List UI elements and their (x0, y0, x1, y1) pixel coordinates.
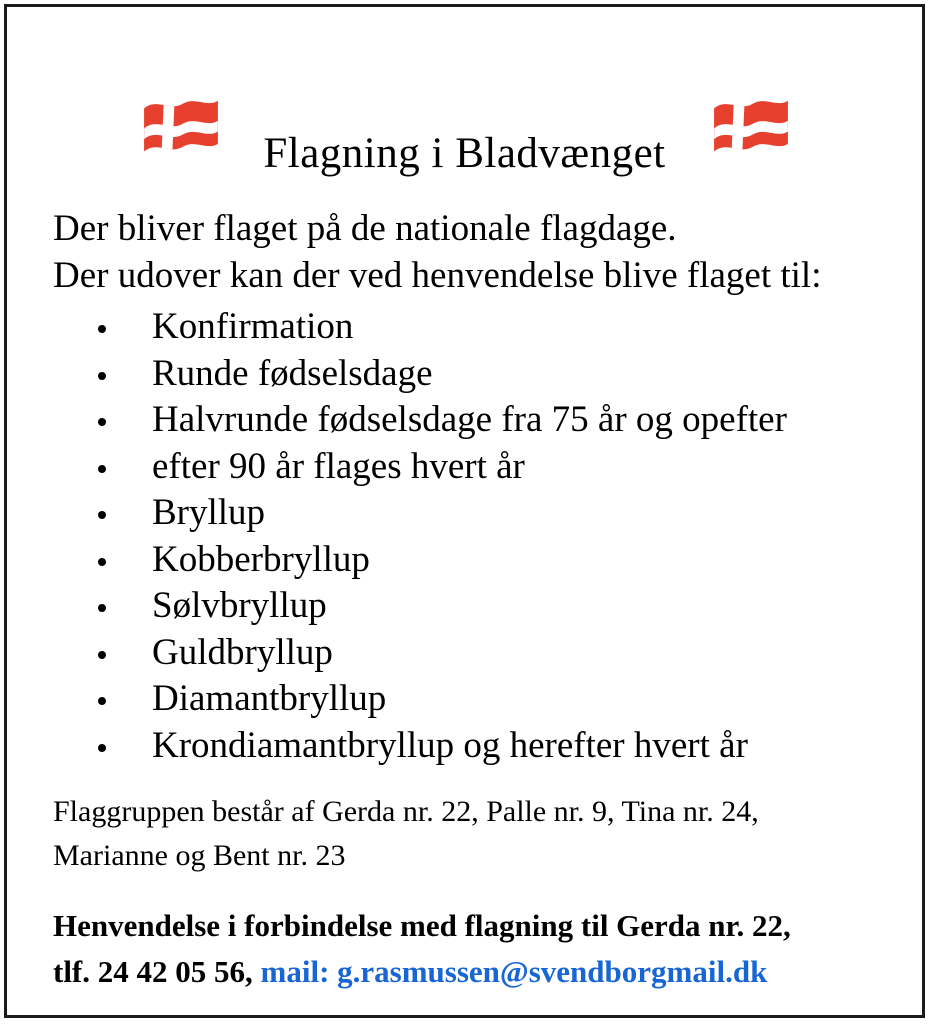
email-link[interactable]: mail: g.rasmussen@svendborgmail.dk (260, 954, 768, 989)
header (7, 7, 922, 185)
list-item: Krondiamantbryllup og herefter hvert år (53, 723, 922, 770)
flag-group-paragraph (53, 790, 922, 878)
intro-line-2: Der udover kan der ved henvendelse blive flaget til: (53, 255, 822, 296)
intro-line-1: Der bliver flaget på de nationale flagdage. (53, 208, 677, 249)
contact-line-1: Henvendelse i forbindelse med flagning til Gerda nr. 22, (53, 908, 791, 943)
contact-paragraph (53, 903, 922, 995)
list-item: Konfirmation (53, 304, 922, 351)
flag-group-line-1: Flaggruppen består af Gerda nr. 22, Palle nr. 9, Tina nr. 24, (53, 795, 759, 828)
danish-flag-icon (711, 85, 791, 175)
page-title: Flagning i Bladvænget (263, 130, 666, 177)
list-item: Kobberbryllup (53, 537, 922, 584)
contact-phone: tlf. 24 42 05 56, (53, 954, 253, 989)
list-item: Guldbryllup (53, 630, 922, 677)
list-item: Diamantbryllup (53, 676, 922, 723)
page-border-frame (4, 4, 925, 1018)
list-item: Halvrunde fødselsdage fra 75 år og opefter (53, 397, 922, 444)
intro-paragraph (53, 205, 922, 299)
occasion-list (53, 304, 922, 769)
list-item: efter 90 år flages hvert år (53, 444, 922, 491)
list-item: Bryllup (53, 490, 922, 537)
flag-group-line-2: Marianne og Bent nr. 23 (53, 839, 346, 872)
list-item: Runde fødselsdage (53, 351, 922, 398)
list-item: Sølvbryllup (53, 583, 922, 630)
